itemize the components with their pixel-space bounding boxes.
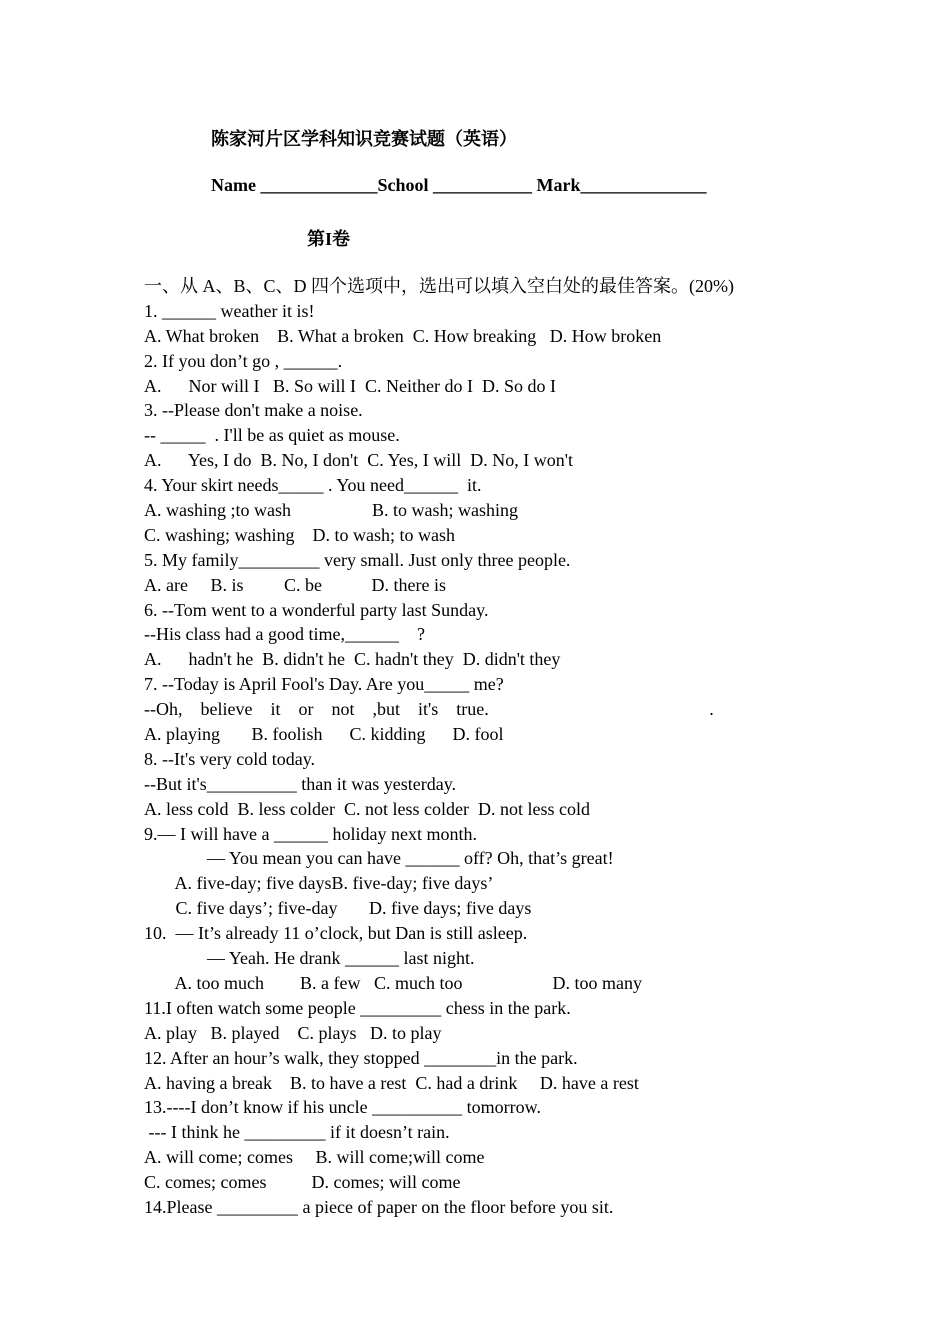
question-line: 6. --Tom went to a wonderful party last Sunday.	[144, 599, 489, 620]
question-line: 1. ______ weather it is!	[144, 300, 315, 321]
question-line: A. too much B. a few C. much too D. too many	[144, 972, 642, 993]
question-line: 4. Your skirt needs_____ . You need______ it.	[144, 475, 482, 496]
question-line: A. having a break B. to have a rest C. had a drink D. have a rest	[144, 1072, 639, 1093]
volume-label: 第I卷	[307, 229, 351, 249]
question-line: A. Yes, I do B. No, I don't C. Yes, I will D. No, I won't	[144, 450, 574, 471]
question-line: --Oh, believe it or not ,but it's true. .	[144, 699, 714, 720]
question-line: A. playing B. foolish C. kidding D. fool	[144, 724, 504, 745]
question-line: 10. — It’s already 11 o’clock, but Dan is still asleep.	[144, 923, 528, 944]
question-line: C. washing; washing D. to wash; to wash	[144, 524, 455, 545]
question-line: 7. --Today is April Fool's Day. Are you_____ me?	[144, 674, 504, 695]
question-line: 14.Please _________ a piece of paper on the floor before you sit.	[144, 1196, 614, 1217]
student-info-fields: Name _____________School ___________ Mark______________	[211, 175, 707, 195]
question-line: A. What broken B. What a broken C. How breaking D. How broken	[144, 325, 662, 346]
exam-title: 陈家河片区学科知识竞赛试题（英语）	[211, 129, 517, 149]
question-line: A. washing ;to wash B. to wash; washing	[144, 500, 518, 521]
question-line: -- _____ . I'll be as quiet as mouse.	[144, 425, 400, 446]
question-line: A. less cold B. less colder C. not less colder D. not less cold	[144, 798, 590, 819]
question-body	[144, 274, 844, 1220]
question-line: A. are B. is C. be D. there is	[144, 574, 446, 595]
question-line: 5. My family_________ very small. Just only three people.	[144, 549, 571, 570]
question-line: 12. After an hour’s walk, they stopped ________in the park.	[144, 1047, 578, 1068]
question-line: 2. If you don’t go , ______.	[144, 350, 343, 371]
question-line: 9.— I will have a ______ holiday next month.	[144, 823, 477, 844]
question-line: 13.----I don’t know if his uncle __________ tomorrow.	[144, 1097, 541, 1118]
question-line: — Yeah. He drank ______ last night.	[144, 948, 475, 969]
section-instruction: 一、从 A、B、C、D 四个选项中，选出可以填入空白处的最佳答案。(20%)	[144, 276, 734, 296]
question-line: 3. --Please don't make a noise.	[144, 400, 363, 421]
question-line: A. will come; comes B. will come;will come	[144, 1147, 485, 1168]
question-line: --- I think he _________ if it doesn’t rain.	[144, 1122, 450, 1143]
question-line: 8. --It's very cold today.	[144, 748, 316, 769]
question-line: A. hadn't he B. didn't he C. hadn't they D. didn't they	[144, 649, 561, 670]
question-line: --But it's__________ than it was yesterday.	[144, 773, 457, 794]
question-line: 11.I often watch some people _________ chess in the park.	[144, 997, 571, 1018]
question-line: C. five days’; five-day D. five days; five days	[144, 898, 532, 919]
question-line: --His class had a good time,______ ?	[144, 624, 425, 645]
question-line: C. comes; comes D. comes; will come	[144, 1172, 461, 1193]
question-line: — You mean you can have ______ off? Oh, that’s great!	[144, 848, 614, 869]
question-line: A. Nor will I B. So will I C. Neither do I D. So do I	[144, 375, 556, 396]
question-line: A. five-day; five daysB. five-day; five days’	[144, 873, 494, 894]
question-line: A. play B. played C. plays D. to play	[144, 1022, 442, 1043]
